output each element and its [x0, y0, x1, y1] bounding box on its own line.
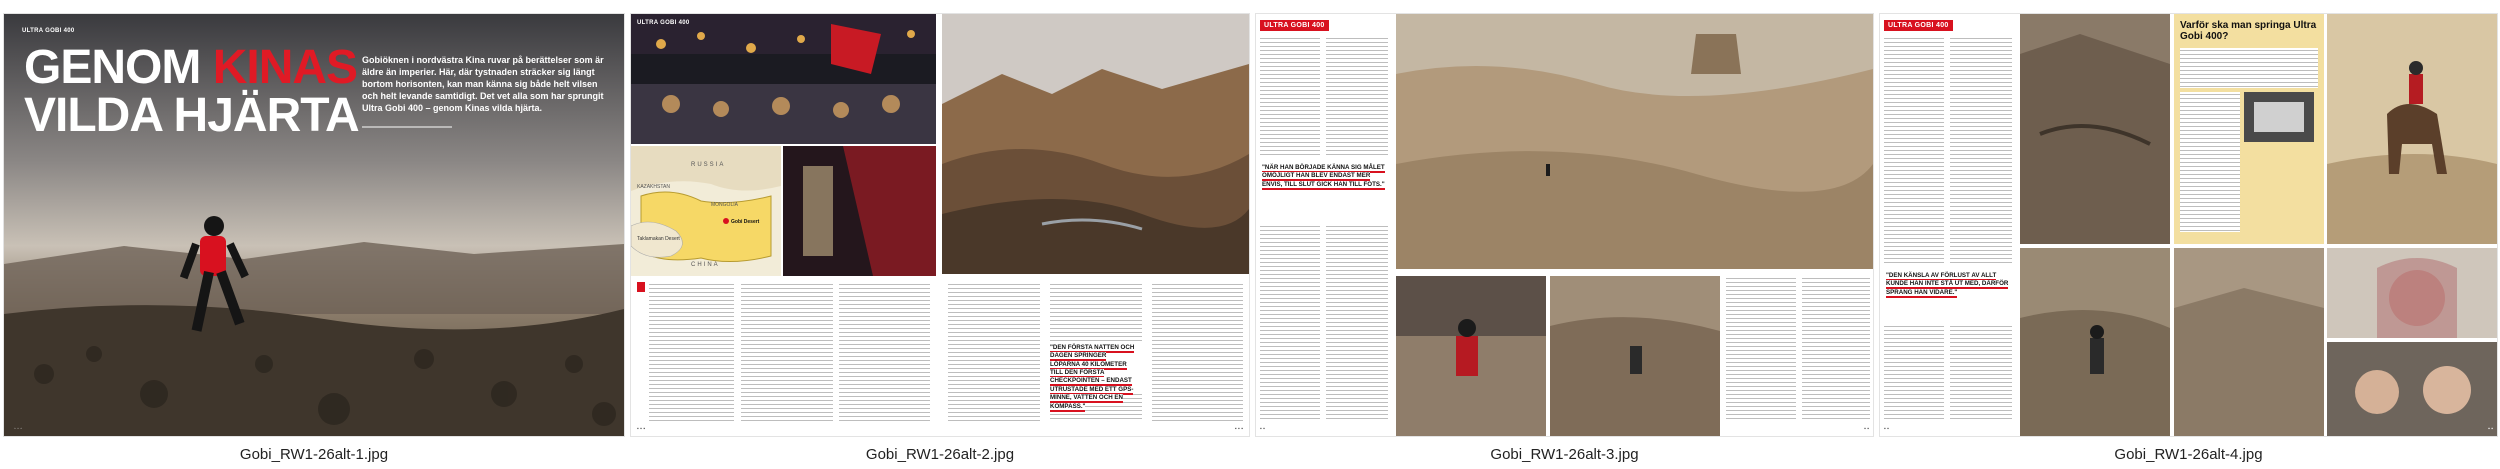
- spread-4-right-page: [2020, 14, 2497, 436]
- info-box-title: Varför ska man springa Ultra Gobi 400?: [2180, 20, 2317, 42]
- text-block: [1260, 224, 1320, 422]
- text-block: [1802, 276, 1870, 421]
- camel-rider-photo: [2327, 14, 2497, 244]
- caption-4: Gobi_RW1-26alt-4.jpg: [2114, 446, 2263, 463]
- dune-runner-photo: [1396, 14, 1873, 269]
- pull-quote: "DEN KÄNSLA AV FÖRLUST AV ALLT KUNDE HAN INTE STÅ UT MED, DÄRFÖR SPRANG HAN VIDARE.": [1886, 272, 2009, 296]
- page-number-left: ▪ ▪: [1884, 426, 1889, 432]
- text-block: [1726, 276, 1796, 421]
- desert-landscape-photo: [2174, 248, 2324, 436]
- info-box-photo: [2244, 92, 2314, 142]
- map-label-kazakhstan: KAZAKHSTAN: [637, 184, 670, 190]
- children-photo: [2327, 342, 2497, 436]
- text-block: [1260, 36, 1320, 156]
- headline-word-red: KINAS: [212, 41, 358, 94]
- series-tag: ULTRA GOBI 400: [1884, 20, 1953, 31]
- runner-closeup-photo: [1396, 276, 1546, 436]
- map-label-china: CHINA: [691, 262, 720, 268]
- night-market-photo: [631, 14, 936, 144]
- info-box-text: [2180, 92, 2240, 232]
- headline-word-white: GENOM: [24, 41, 201, 94]
- spread-3-left-page: [1256, 14, 1391, 436]
- page-number-right: ▪ ▪ ▪: [1234, 426, 1243, 432]
- lantern-photo: [783, 146, 936, 276]
- page-number-right: ▪ ▪: [2488, 426, 2493, 432]
- map-label-taklamakan: Taklamakan Desert: [637, 236, 680, 242]
- info-box-text: [2180, 48, 2318, 88]
- headline: [24, 41, 359, 142]
- spread-3-right-page: [1396, 14, 1873, 436]
- map-label-gobi: Gobi Desert: [731, 219, 760, 225]
- page-number-left: ▪ ▪: [1260, 426, 1265, 432]
- byline-rule: [362, 126, 452, 128]
- caption-3: Gobi_RW1-26alt-3.jpg: [1490, 446, 1639, 463]
- spread-4-left-page: [1880, 14, 2015, 436]
- series-tag: ULTRA GOBI 400: [637, 20, 690, 26]
- page-number: ◦ ◦ ◦: [14, 426, 23, 432]
- page-number-left: ▪ ▪ ▪: [637, 426, 646, 432]
- canyon-photo: [942, 14, 1249, 274]
- rock-face-photo: [2020, 14, 2170, 244]
- caption-2: Gobi_RW1-26alt-2.jpg: [865, 446, 1015, 463]
- map-label-russia: RUSSIA: [691, 162, 726, 168]
- info-box: [2174, 14, 2324, 244]
- spread-4[interactable]: [1880, 14, 2497, 436]
- pull-quote: "DEN FÖRSTA NATTEN OCH DAGEN SPRINGER LÖPARNA 40 KILOMETER TILL DEN FÖRSTA CHECKPOINTEN – ENDAST UTRUSTADE MED ETT GPS-MINNE, VATTEN OCH EN KOMPASS.": [1050, 344, 1135, 410]
- ingress-text: Gobiöknen i nordvästra Kina ruvar på berättelser som är äldre än imperier. Här, där tystnaden sträcker sig längt bortom horisonten, kan man känna sig både helt vilsen och helt levande samtidigt. Det vet alla som har sprungit Ultra Gobi 400 – genom Kinas vilda hjärta.: [362, 55, 604, 113]
- series-tag: ULTRA GOBI 400: [1260, 20, 1329, 31]
- caption-1: Gobi_RW1-26alt-1.jpg: [239, 446, 389, 463]
- text-block: [1884, 36, 1944, 266]
- spread-2-left-page: [631, 14, 936, 436]
- body-columns-left: [637, 282, 930, 422]
- text-block: [1326, 224, 1388, 422]
- spread-2-right-page: [942, 14, 1249, 436]
- text-block: [1950, 36, 2012, 266]
- local-woman-photo: [2327, 248, 2497, 338]
- spread-1[interactable]: [4, 14, 624, 436]
- spread-3[interactable]: [1256, 14, 1873, 436]
- spread-2[interactable]: [631, 14, 1249, 436]
- page-number-right: ▪ ▪: [1864, 426, 1869, 432]
- runner-trail-photo: [2020, 248, 2170, 436]
- pull-quote: "NÄR HAN BÖRJADE KÄNNA SIG MÅLET OMÖJLIGT HAN BLEV ENDAST MER ENVIS, TILL SLUT GICK HAN TILL FOTS.": [1262, 164, 1385, 188]
- group-runners-photo: [1550, 276, 1720, 436]
- headline-line-2: VILDA HJÄRTA: [24, 89, 359, 142]
- map-label-mongolia: MONGOLIA: [711, 202, 738, 208]
- text-block: [1326, 36, 1388, 156]
- text-block: [1950, 324, 2012, 422]
- text-block: [1884, 324, 1944, 422]
- series-tag: ULTRA GOBI 400: [22, 28, 75, 34]
